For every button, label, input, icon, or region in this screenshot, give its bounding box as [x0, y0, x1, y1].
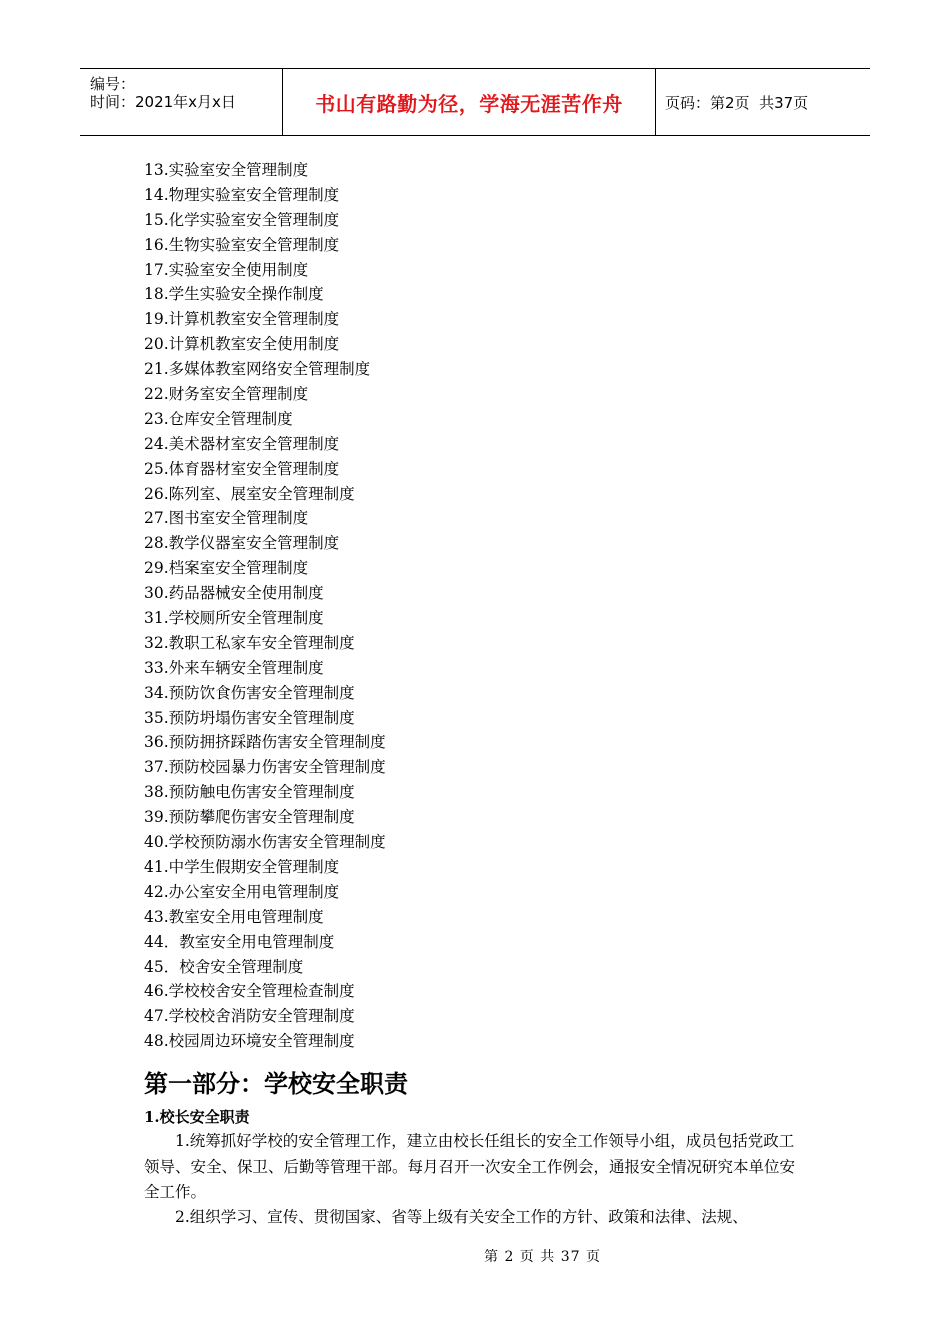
toc-item: 18.学生实验安全操作制度: [144, 285, 324, 304]
toc-item: 13.实验室安全管理制度: [144, 161, 309, 179]
toc-item: 43.教室安全用电管理制度: [144, 907, 324, 926]
toc-item: 25.体育器材室安全管理制度: [144, 459, 340, 478]
header-motto: 书山有路勤为径，学海无涯苦作舟: [283, 69, 656, 135]
toc-item: 16.生物实验室安全管理制度: [144, 235, 340, 254]
header-meta-cell: [80, 69, 283, 135]
toc-item: 40.学校预防溺水伤害安全管理制度: [144, 833, 386, 852]
toc-item: 29.档案室安全管理制度: [144, 559, 309, 578]
toc-item: 26.陈列室、展室安全管理制度: [144, 484, 355, 503]
section-subtitle: 1.校长安全职责: [144, 1108, 250, 1126]
toc-item: 36.预防拥挤踩踏伤害安全管理制度: [144, 733, 386, 752]
document-number-label: 编号：: [90, 75, 136, 93]
toc-item: 34.预防饮食伤害安全管理制度: [144, 683, 355, 702]
toc-item: 48.校园周边环境安全管理制度: [144, 1032, 355, 1051]
toc-item: 35.预防坍塌伤害安全管理制度: [144, 708, 355, 727]
toc-item: 30.药品器械安全使用制度: [144, 584, 324, 603]
toc-item: 20.计算机教室安全使用制度: [144, 335, 340, 354]
page-header: [80, 68, 870, 136]
toc-item: 45．校舍安全管理制度: [144, 957, 304, 976]
toc-item: 46.学校校舍安全管理检查制度: [144, 982, 355, 1001]
toc-item: 47.学校校舍消防安全管理制度: [144, 1007, 355, 1026]
toc-item: 44．教室安全用电管理制度: [144, 932, 335, 951]
toc-item: 23.仓库安全管理制度: [144, 409, 293, 428]
header-page-info: 页码：第2页 共37页: [665, 93, 809, 112]
toc-item: 17.实验室安全使用制度: [144, 260, 309, 279]
toc-item: 22.财务室安全管理制度: [144, 385, 309, 404]
toc-item: 31.学校厕所安全管理制度: [144, 609, 324, 628]
paragraph: 1.统筹抓好学校的安全管理工作，建立由校长任组长的安全工作领导小组，成员包括党政工领导、安全、保卫、后勤等管理干部。每月召开一次安全工作例会，通报安全情况研究本单位安全工作。: [144, 1132, 796, 1201]
toc-item: 41.中学生假期安全管理制度: [144, 857, 340, 876]
footer-page-number: 第 2 页 共 37 页: [484, 1249, 601, 1265]
toc-item: 24.美术器材室安全管理制度: [144, 434, 340, 453]
toc-item: 14.物理实验室安全管理制度: [144, 185, 340, 204]
toc-item: 38.预防触电伤害安全管理制度: [144, 783, 355, 802]
toc-item: 21.多媒体教室网络安全管理制度: [144, 360, 371, 379]
section-title: 第一部分：学校安全职责: [144, 1070, 408, 1098]
toc-item: 37.预防校园暴力伤害安全管理制度: [144, 758, 386, 777]
page-footer: [0, 1246, 950, 1266]
document-time-label: 时间：2021年x月x日: [90, 93, 236, 111]
table-of-contents: [144, 158, 386, 1054]
toc-item: 19.计算机教室安全管理制度: [144, 310, 340, 329]
toc-item: 39.预防攀爬伤害安全管理制度: [144, 808, 355, 827]
toc-item: 42.办公室安全用电管理制度: [144, 882, 340, 901]
toc-item: 27.图书室安全管理制度: [144, 509, 309, 528]
paragraph: 2.组织学习、宣传、贯彻国家、省等上级有关安全工作的方针、政策和法律、法规、: [175, 1208, 748, 1226]
toc-item: 15.化学实验室安全管理制度: [144, 210, 340, 229]
toc-item: 28.教学仪器室安全管理制度: [144, 534, 340, 553]
toc-item: 32.教职工私家车安全管理制度: [144, 633, 355, 652]
toc-item: 33.外来车辆安全管理制度: [144, 658, 324, 677]
